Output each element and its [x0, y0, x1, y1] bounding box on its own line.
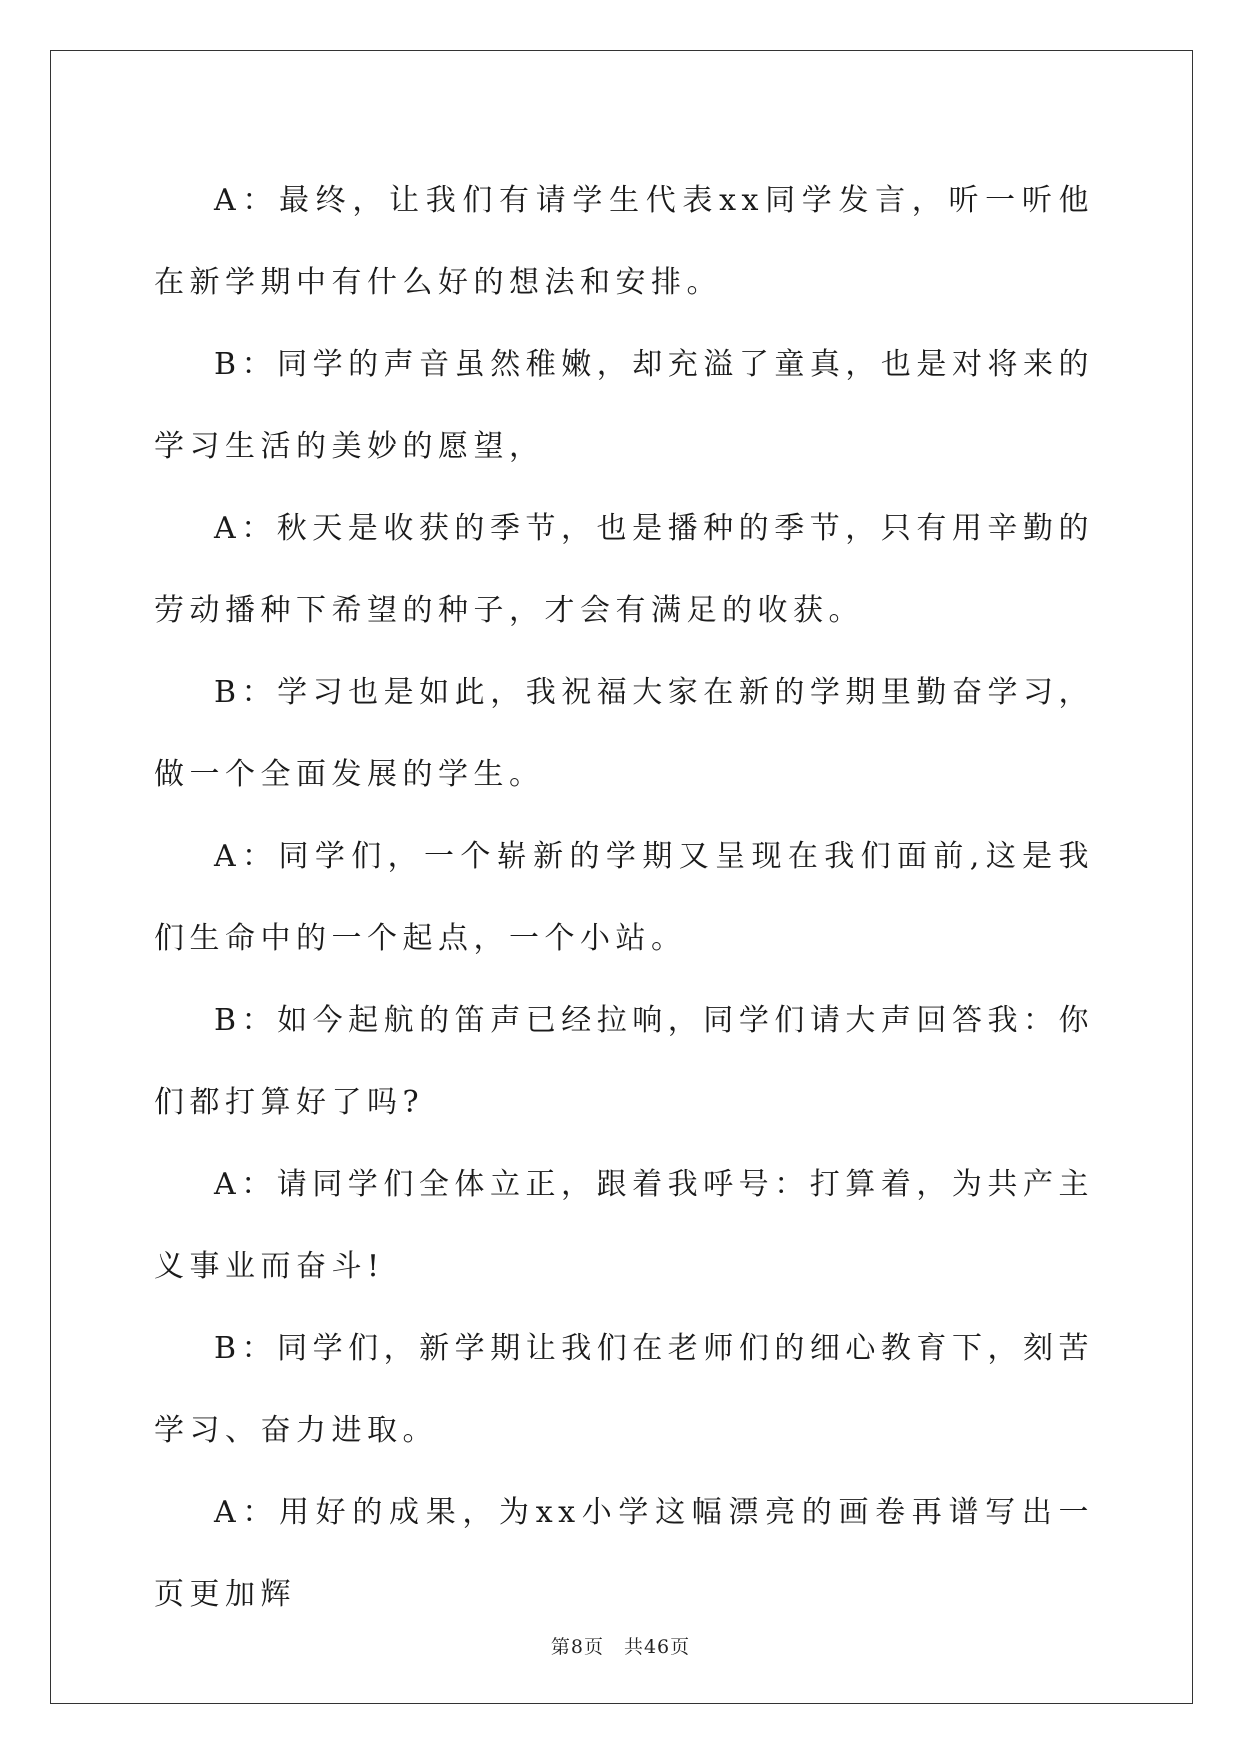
paragraph: B：学习也是如此，我祝福大家在新的学期里勤奋学习，做一个全面发展的学生。 — [154, 675, 1094, 792]
paragraph: A：最终，让我们有请学生代表xx同学发言，听一听他在新学期中有什么好的想法和安排。 — [154, 183, 1094, 300]
paragraph: A：秋天是收获的季节，也是播种的季节，只有用辛勤的劳动播种下希望的种子，才会有满足的收获。 — [154, 511, 1094, 628]
paragraph: B：同学的声音虽然稚嫩，却充溢了童真，也是对将来的学习生活的美妙的愿望， — [154, 347, 1094, 464]
document-body — [154, 160, 1094, 1636]
paragraph: A：同学们，一个崭新的学期又呈现在我们面前,这是我们生命中的一个起点，一个小站。 — [154, 839, 1094, 956]
page-number-footer: 第8页 共46页 — [550, 1636, 691, 1658]
paragraph: B：同学们，新学期让我们在老师们的细心教育下，刻苦学习、奋力进取。 — [154, 1331, 1094, 1448]
paragraph: B：如今起航的笛声已经拉响，同学们请大声回答我：你们都打算好了吗? — [154, 1003, 1094, 1120]
paragraph: A：请同学们全体立正，跟着我呼号：打算着，为共产主义事业而奋斗! — [154, 1167, 1094, 1284]
paragraph: A：用好的成果，为xx小学这幅漂亮的画卷再谱写出一页更加辉 — [154, 1495, 1094, 1612]
